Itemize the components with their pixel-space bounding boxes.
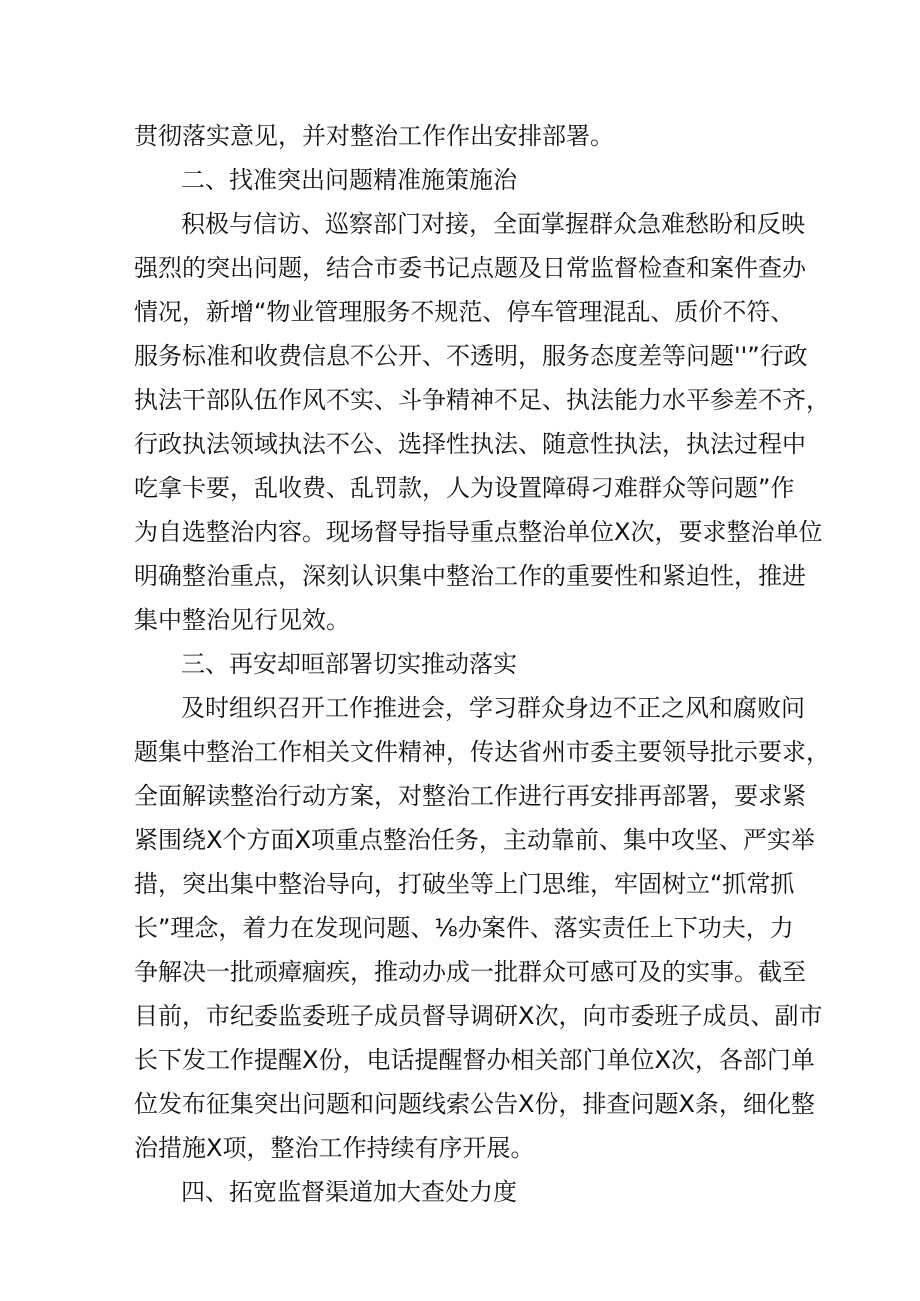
paragraph-line: 位发布征集突出问题和问题线索公告X份，排查问题X条，细化整 [134,1090,815,1118]
paragraph-line: 贯彻落实意见，并对整治工作作出安排部署。 [134,122,614,150]
section-heading-2: 二、找准突出问题精准施策施治 [181,166,517,194]
paragraph-line: 强烈的突出问题，结合市委书记点题及日常监督检查和案件查办 [134,254,806,282]
paragraph-line: 服务标准和收费信息不公开、不透明，服务态度差等问题''”行政 [134,342,808,370]
section-heading-4: 四、拓宽监督渠道加大查处力度 [181,1178,517,1206]
paragraph-line: 情况，新增“物业管理服务不规范、停车管理混乱、质价不符、 [134,298,795,326]
paragraph-line: 争解决一批顽瘴痼疾，推动办成一批群众可感可及的实事。截至 [134,958,806,986]
paragraph-line: 治措施X项，整治工作持续有序开展。 [134,1134,535,1162]
paragraph-line: 长”理念，着力在发现问题、⅛办案件、落实责任上下功夫，力 [134,914,794,942]
paragraph-line: 集中整治见行见效。 [134,606,350,634]
paragraph-line: 及时组织召开工作推进会，学习群众身边不正之风和腐败问 [181,694,805,722]
paragraph-line: 积极与信访、巡察部门对接，全面掌握群众急难愁盼和反映 [181,210,805,238]
paragraph-line: 紧围绕X个方面X项重点整治任务，主动靠前、集中攻坚、严实举 [134,826,815,854]
paragraph-line: 吃拿卡要，乱收费、乱罚款，人为设置障碍刁难群众等问题”作 [134,474,795,502]
paragraph-line: 措，突出集中整治导向，打破坐等上门思维，牢固树立“抓常抓 [134,870,795,898]
paragraph-line: 行政执法领域执法不公、选择性执法、随意性执法，执法过程中 [134,430,806,458]
paragraph-line: 执法干部队伍作风不实、斗争精神不足、执法能力水平参差不齐， [134,386,830,414]
paragraph-line: 长下发工作提醒X份，电话提醒督办相关部门单位X次，各部门单 [134,1046,815,1074]
paragraph-line: 为自选整治内容。现场督导指导重点整治单位X次，要求整治单位 [134,518,823,546]
paragraph-line: 目前，市纪委监委班子成员督导调研X次，向市委班子成员、副市 [134,1002,823,1030]
paragraph-line: 全面解读整治行动方案，对整治工作进行再安排再部署，要求紧 [134,782,806,810]
section-heading-3: 三、再安却晅部署切实推动落实 [181,650,517,678]
paragraph-line: 明确整治重点，深刻认识集中整治工作的重要性和紧迫性，推进 [134,562,806,590]
paragraph-line: 题集中整治工作相关文件精神，传达省州市委主要领导批示要求， [134,738,830,766]
